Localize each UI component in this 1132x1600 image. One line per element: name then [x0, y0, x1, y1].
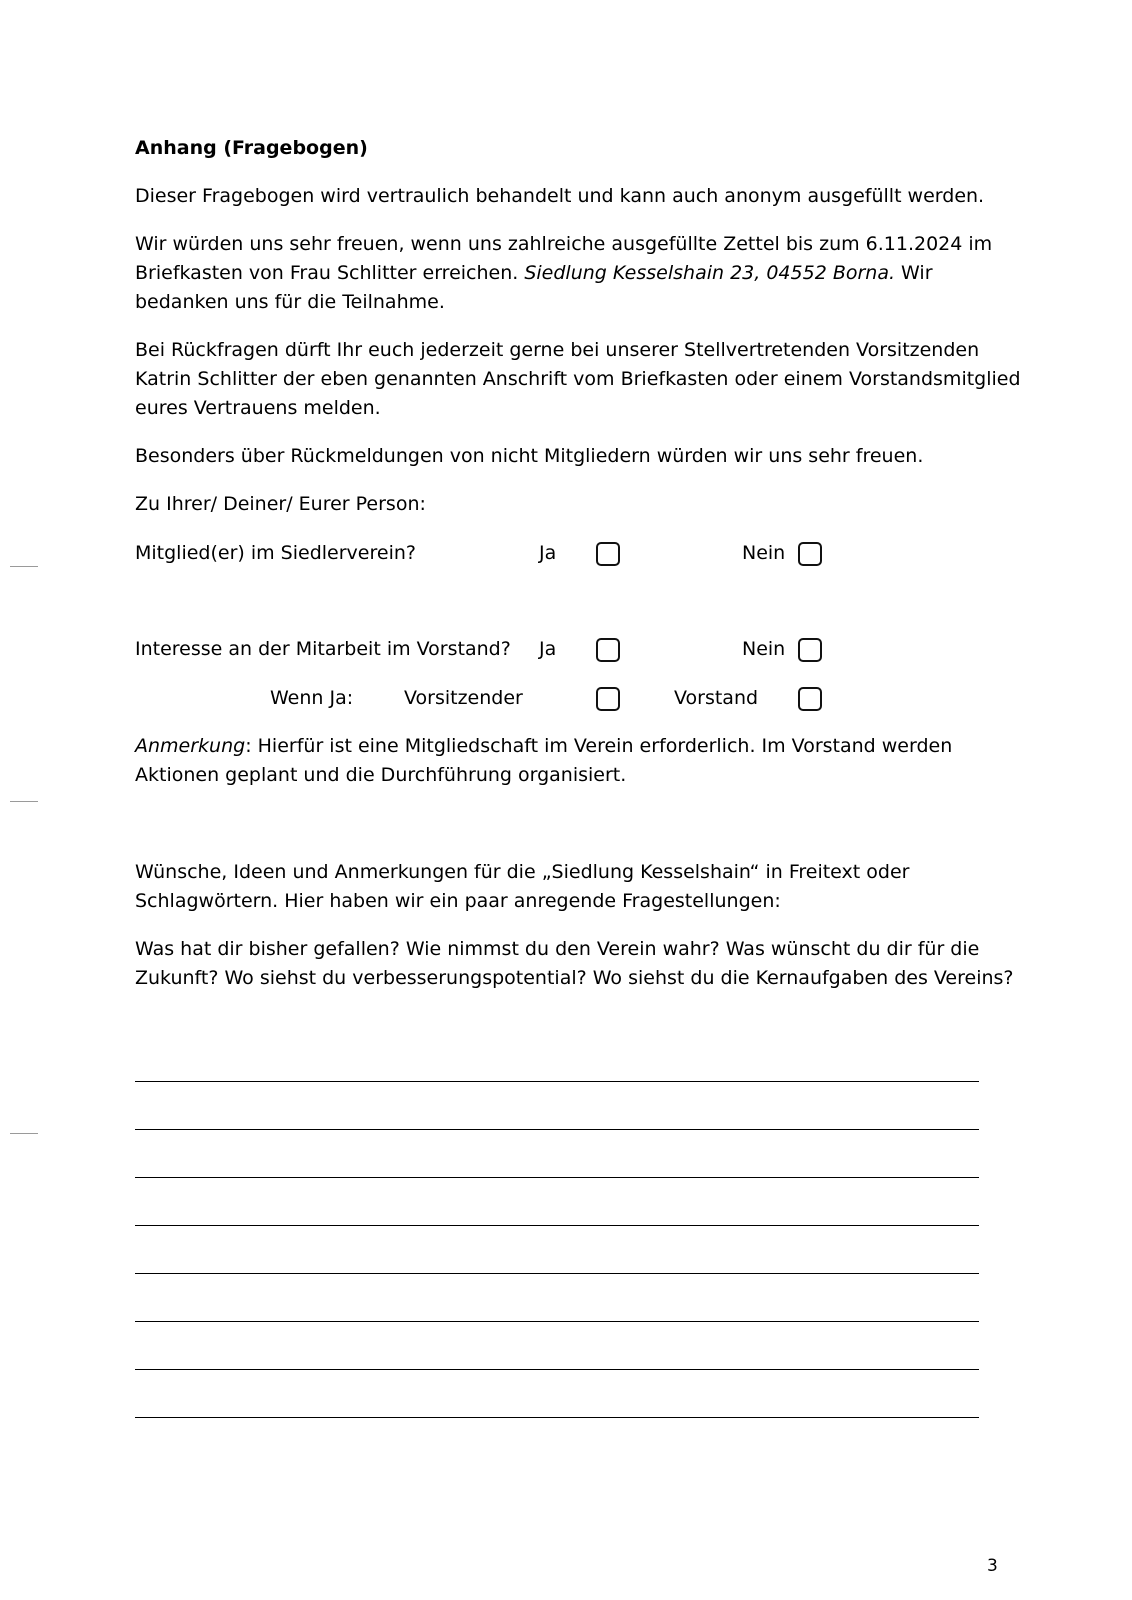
member-no-label: Nein [742, 542, 786, 564]
answer-line[interactable] [135, 1177, 979, 1178]
answer-line[interactable] [135, 1321, 979, 1322]
board-question-label: Interesse an der Mitarbeit im Vorstand? [135, 638, 511, 660]
board-yes-label: Ja [539, 638, 557, 660]
deadline-prefix: Briefkasten von Frau Schlitter erreichen. [135, 262, 525, 284]
answer-line[interactable] [135, 1273, 979, 1274]
margin-mark [10, 566, 38, 567]
non-members-text: Besonders über Rückmeldungen von nicht Mitgliedern würden wir uns sehr freuen. [135, 445, 924, 467]
deadline-line-1: Wir würden uns sehr freuen, wenn uns zahlreiche ausgefüllte Zettel bis zum 6.11.2024 im [135, 233, 993, 255]
answer-line[interactable] [135, 1129, 979, 1130]
chair-checkbox[interactable] [596, 687, 620, 711]
page-number: 3 [987, 1556, 998, 1576]
questions-line-1: Was hat dir bisher gefallen? Wie nimmst du den Verein wahr? Was wünscht du dir für die [135, 938, 980, 960]
note-label: Anmerkung [135, 735, 246, 757]
contact-line-1: Bei Rückfragen dürft Ihr euch jederzeit gerne bei unserer Stellvertretenden Vorsitzenden [135, 339, 980, 361]
margin-mark [10, 801, 38, 802]
person-heading: Zu Ihrer/ Deiner/ Eurer Person: [135, 493, 426, 515]
answer-line[interactable] [135, 1369, 979, 1370]
board-no-label: Nein [742, 638, 786, 660]
member-yes-checkbox[interactable] [596, 542, 620, 566]
note-line-2: Aktionen geplant und die Durchführung organisiert. [135, 764, 627, 786]
member-no-checkbox[interactable] [798, 542, 822, 566]
chair-option-label: Vorsitzender [404, 687, 523, 709]
board-yes-checkbox[interactable] [596, 638, 620, 662]
note-text: : Hierfür ist eine Mitgliedschaft im Verein erforderlich. Im Vorstand werden [245, 735, 953, 757]
answer-line[interactable] [135, 1081, 979, 1082]
member-question-label: Mitglied(er) im Siedlerverein? [135, 542, 416, 564]
margin-mark [10, 1133, 38, 1134]
page-title: Anhang (Fragebogen) [135, 137, 368, 159]
board-member-checkbox[interactable] [798, 687, 822, 711]
deadline-suffix: Wir [895, 262, 933, 284]
intro-text: Dieser Fragebogen wird vertraulich behandelt und kann auch anonym ausgefüllt werden. [135, 185, 985, 207]
wishes-line-1: Wünsche, Ideen und Anmerkungen für die „Siedlung Kesselshain“ in Freitext oder [135, 861, 910, 883]
board-no-checkbox[interactable] [798, 638, 822, 662]
deadline-line-2 [135, 259, 933, 288]
board-option-label: Vorstand [674, 687, 759, 709]
if-yes-label: Wenn Ja: [270, 687, 354, 709]
note-line-1 [135, 732, 952, 761]
answer-line[interactable] [135, 1225, 979, 1226]
member-yes-label: Ja [539, 542, 557, 564]
answer-line[interactable] [135, 1417, 979, 1418]
address-text: Siedlung Kesselshain 23, 04552 Borna. [524, 262, 896, 284]
wishes-line-2: Schlagwörtern. Hier haben wir ein paar anregende Fragestellungen: [135, 890, 781, 912]
contact-line-2: Katrin Schlitter der eben genannten Anschrift vom Briefkasten oder einem Vorstandsmitglied [135, 368, 1021, 390]
questions-line-2: Zukunft? Wo siehst du verbesserungspotential? Wo siehst du die Kernaufgaben des Vereins? [135, 967, 1014, 989]
contact-line-3: eures Vertrauens melden. [135, 397, 381, 419]
deadline-line-3: bedanken uns für die Teilnahme. [135, 291, 445, 313]
